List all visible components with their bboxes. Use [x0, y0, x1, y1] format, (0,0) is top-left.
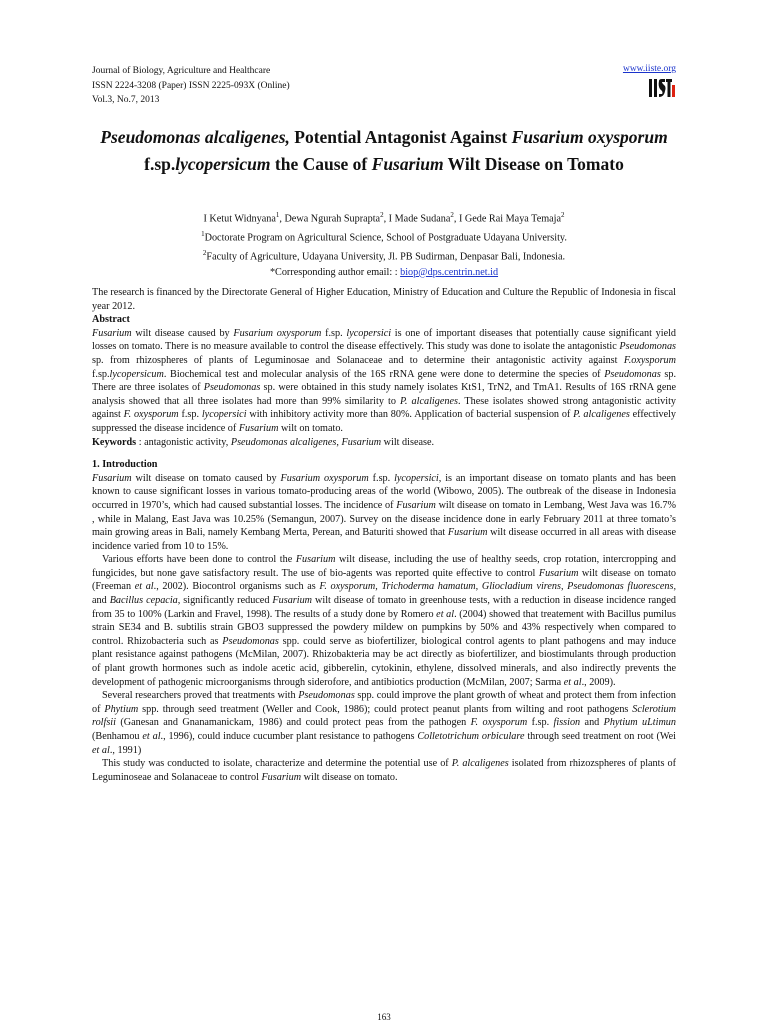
intro-part: (Benhamou	[92, 731, 143, 742]
intro-part: This study was conducted to isolate, characterize and determine the potential use of	[102, 758, 452, 770]
abstract-part: Fusarium	[92, 327, 132, 339]
author-name: , Dewa Ngurah Suprapta	[279, 213, 381, 225]
keyword-part: : antagonistic activity,	[136, 436, 231, 448]
funding-statement: The research is financed by the Directorate General of Higher Education, Ministry of Education and Culture the Republic of Indonesia in fiscal year 2012.	[92, 287, 676, 312]
journal-header-right	[623, 64, 676, 104]
page-number: 163	[377, 1012, 391, 1022]
author-block	[92, 208, 676, 280]
intro-part: Phytium uLtimun	[603, 717, 676, 729]
author-name: , I Made Sudana	[383, 213, 451, 225]
intro-part: et al	[142, 731, 161, 742]
intro-part: F. oxysporum	[470, 717, 528, 729]
title-part: f.sp.	[144, 154, 176, 174]
intro-part: ., 1991)	[109, 744, 142, 756]
title-part: Pseudomonas alcaligenes,	[100, 127, 290, 147]
abstract-part: Pseudomonas	[203, 382, 261, 394]
intro-part: et al	[436, 608, 455, 620]
intro-part: (Ganesan and Gnanamanickam, 1986) and could protect peas from the pathogen	[115, 717, 471, 729]
title-part: Potential Antagonist Against	[289, 127, 512, 147]
introduction-heading: 1. Introduction	[92, 459, 158, 471]
iiste-logo-icon	[648, 77, 676, 99]
intro-part: Various efforts have been done to control the	[102, 554, 296, 566]
intro-part: Fusarium	[295, 554, 336, 566]
intro-part: Sclerotium rolfsii	[92, 703, 676, 729]
abstract-part: lycopersicum	[109, 368, 164, 380]
keyword-part: wilt disease.	[381, 436, 435, 448]
abstract-part: sp. were obtained in this study namely isolates KtS1, TrN2, and TmA1. Results of 16S rRNA gene analysis showed that all three isolates had more than 99% similarity to	[92, 382, 676, 407]
keywords-label: Keywords	[92, 436, 137, 448]
intro-part: f.sp.	[368, 472, 395, 484]
paper-title	[92, 124, 676, 178]
title-part: Fusarium	[371, 154, 444, 174]
author-list	[92, 208, 676, 227]
author-affil-sup: 2	[450, 211, 454, 219]
intro-part: wilt disease on tomato in Lembang, West Java was 16.7% , while in Malang, East Java was 10.25% (Semangun, 2007). Survey on the disease incidence done in early February 2011 at three tomato’s main growing areas in Bali, namely Kembang Merta, Perean, and Baturiti showed that	[92, 499, 676, 539]
intro-part: lycopersici	[394, 472, 439, 484]
abstract-part: f.sp.	[321, 327, 347, 339]
intro-part: wilt disease on tomato.	[301, 771, 398, 783]
abstract-part: is one of important diseases that potentially cause significant yield losses on tomato. There is no measure available to control the disease effectively. This study was done to isolate the antagonistic	[92, 327, 677, 353]
intro-part: spp. could serve as biofertilizer, biological control agents to plant pathogens and may induce plant resistance against pathogens (McMilan, 2007). Rhizobakteria may be act directly as biofertilizer, and biostimulants through production of plant growth hormones such as indole acetic acid, gibberelin, cytokinin, ethylene, dissolved minerals, and also indirectly prevents the development of pathogenic microorganisms through siderofore, and antibiotics production (McMilan, 2007; Sarma	[92, 635, 676, 688]
affil-sup: 2	[202, 248, 207, 257]
abstract-part: Fusarium oxysporum	[233, 327, 322, 339]
author-affil-sup: 2	[380, 211, 384, 219]
abstract-part: F.oxysporum	[623, 354, 676, 366]
abstract-part: effectively suppressed the disease incidence of	[92, 409, 677, 434]
journal-name: Journal of Biology, Agriculture and Healthcare	[92, 66, 271, 76]
intro-part: , is an important disease on tomato plants and has been known to cause significant losses in various tomato-producing areas of the world (Wibowo, 2005). The outbreak of the disease in Indonesia occurred in 1970’s, which had caused substantial losses. The incidence of	[92, 472, 676, 511]
intro-part: significantly reduced	[180, 595, 273, 607]
journal-url-link[interactable]: www.iiste.org	[622, 64, 676, 74]
intro-part: spp. through seed treatment (Weller and Cook, 1986); could protect peanut plants from wilting and root pathogens	[138, 703, 633, 715]
abstract-part: sp. from rhizospheres of plants of Leguminosae and Solanaceae and to determine their antagonistic activity against	[92, 354, 624, 366]
title-part: Wilt Disease on Tomato	[443, 154, 624, 174]
intro-part: Phytium	[104, 703, 139, 715]
intro-part: and	[92, 595, 110, 607]
corr-label: *Corresponding author email: :	[269, 266, 401, 278]
affiliation-2	[92, 246, 676, 265]
intro-part: ., 2009).	[581, 676, 616, 688]
keyword-part: Pseudomonas alcaligenes	[230, 436, 337, 448]
intro-part: et al	[563, 676, 582, 688]
intro-part: spp. could improve the plant growth of wheat and protect them from infection of	[92, 690, 676, 715]
intro-part: ., 2002). Biocontrol organisms such as	[153, 581, 320, 593]
abstract-part: Pseudomonas	[619, 341, 676, 353]
intro-part: Fusarium	[272, 595, 313, 607]
intro-part: and	[580, 717, 604, 729]
intro-part: wilt disease of tomato in greenhouse tests, with a reduction in disease incidence ranged from 35 to 100% (Larkin and Fravel, 1998). The results of a study done by Romero	[92, 595, 676, 620]
abstract-part: P. alcaligenes	[400, 395, 458, 407]
abstract-part: Fusarium	[238, 422, 279, 434]
abstract-part: f.sp.	[178, 409, 202, 421]
title-part: lycopersicum	[175, 154, 271, 174]
paper-body	[92, 286, 676, 784]
abstract-part: f.sp.	[92, 368, 110, 380]
intro-part: Fusarium	[396, 499, 436, 511]
intro-part: Several researchers proved that treatments with	[102, 690, 299, 702]
intro-paragraph-1	[92, 472, 676, 554]
corr-email-link[interactable]: biop@dps.centrin.net.id	[400, 266, 499, 278]
author-affil-sup: 2	[561, 211, 565, 219]
intro-part: P. alcaligenes	[451, 758, 509, 770]
section-gap	[92, 449, 676, 458]
intro-part: wilt disease on tomato caused by	[131, 472, 281, 484]
intro-part: ., 1996), could induce cucumber plant resistance to pathogens	[160, 731, 418, 742]
intro-part: . (2004) showed that treatement with Bacillus pumilus strain SE34 and B. subtilis strain GBO3 suppressed the powdery mildew on pumpkins by 50% and 43% respectively when compared to control. Rhizobacteria such as	[92, 608, 676, 647]
intro-part: Fusarium	[447, 527, 488, 539]
intro-part: F. oxysporum, Trichoderma hamatum, Gliocladium virens, Pseudomonas fluorescens,	[319, 581, 676, 593]
affil-text: Faculty of Agriculture, Udayana University, Jl. PB Sudirman, Denpasar Bali, Indonesia.	[206, 251, 566, 263]
intro-part: Colletotrichum orbiculare	[417, 731, 525, 742]
author-name: I Ketut Widnyana	[203, 213, 276, 225]
intro-part: through seed treatment on root (Wei	[524, 731, 677, 742]
intro-paragraph-3	[92, 689, 676, 757]
intro-part: Fusarium oxysporum	[280, 472, 369, 484]
intro-part: f.sp.	[527, 717, 554, 729]
issn-line: ISSN 2224-3208 (Paper) ISSN 2225-093X (Online)	[92, 80, 290, 91]
abstract-part: F. oxysporum	[123, 409, 179, 421]
intro-part: Fusarium	[92, 472, 132, 484]
affiliation-1	[92, 227, 676, 246]
intro-paragraph-4	[92, 757, 676, 784]
intro-part: Bacillus cepacia,	[109, 595, 181, 607]
intro-part: wilt disease, including the use of healthy seeds, crop rotation, intercropping and fungicides, but none gave satisfactory result. The use of bio-agents was reported quite effective to control	[92, 554, 676, 579]
keyword-part: ,	[336, 436, 342, 448]
journal-header	[92, 64, 290, 108]
volume-line: Vol.3, No.7, 2013	[92, 95, 160, 105]
intro-part: et al	[134, 581, 154, 593]
author-name: , I Gede Rai Maya Temaja	[453, 213, 562, 225]
title-part: Fusarium oxysporum	[511, 127, 668, 147]
abstract-heading: Abstract	[92, 314, 130, 326]
corresponding-author	[92, 265, 676, 281]
intro-part: fission	[553, 717, 581, 729]
affil-sup: 1	[201, 229, 205, 238]
intro-part: wilt disease occurred in all areas with disease incidence varied from 10 to 15%.	[92, 527, 676, 552]
title-part: the Cause of	[270, 154, 372, 174]
intro-part: Fusarium	[261, 771, 302, 783]
intro-part: Pseudomonas	[298, 690, 355, 702]
abstract-part: . Biochemical test and molecular analysis of the 16S rRNA gene were done to determine the species of	[163, 368, 605, 380]
abstract-part: sp. There are three isolates of	[92, 368, 676, 394]
intro-part: Pseudomonas	[222, 635, 279, 647]
intro-part: Fusarium	[538, 567, 579, 579]
affil-text: Doctorate Program on Agricultural Science, School of Postgraduate Udayana University.	[204, 232, 567, 244]
keyword-part: Fusarium	[341, 436, 382, 448]
abstract-part: Pseudomonas	[604, 368, 661, 380]
intro-part: wilt disease on tomato (Freeman	[92, 567, 676, 593]
intro-part: et al	[92, 744, 110, 756]
author-affil-sup: 1	[275, 211, 280, 219]
abstract-part: wilt disease caused by	[131, 327, 234, 339]
abstract-part: wilt on tomato.	[278, 422, 343, 434]
abstract-part: lycopersici	[346, 327, 392, 339]
abstract-part: with inhibitory activity more than 80%. Application of bacterial suspension of	[246, 409, 574, 421]
intro-paragraph-2	[92, 553, 676, 689]
abstract-text	[92, 327, 676, 436]
abstract-part: . These isolates showed strong antagonistic activity against	[92, 395, 676, 421]
keywords-line	[92, 436, 676, 450]
abstract-part: lycopersici	[201, 409, 247, 421]
abstract-part: P. alcaligenes	[573, 409, 630, 421]
intro-part: isolated from rhizozspheres of plants of Leguminoseae and Solanaceae to control	[92, 758, 676, 783]
